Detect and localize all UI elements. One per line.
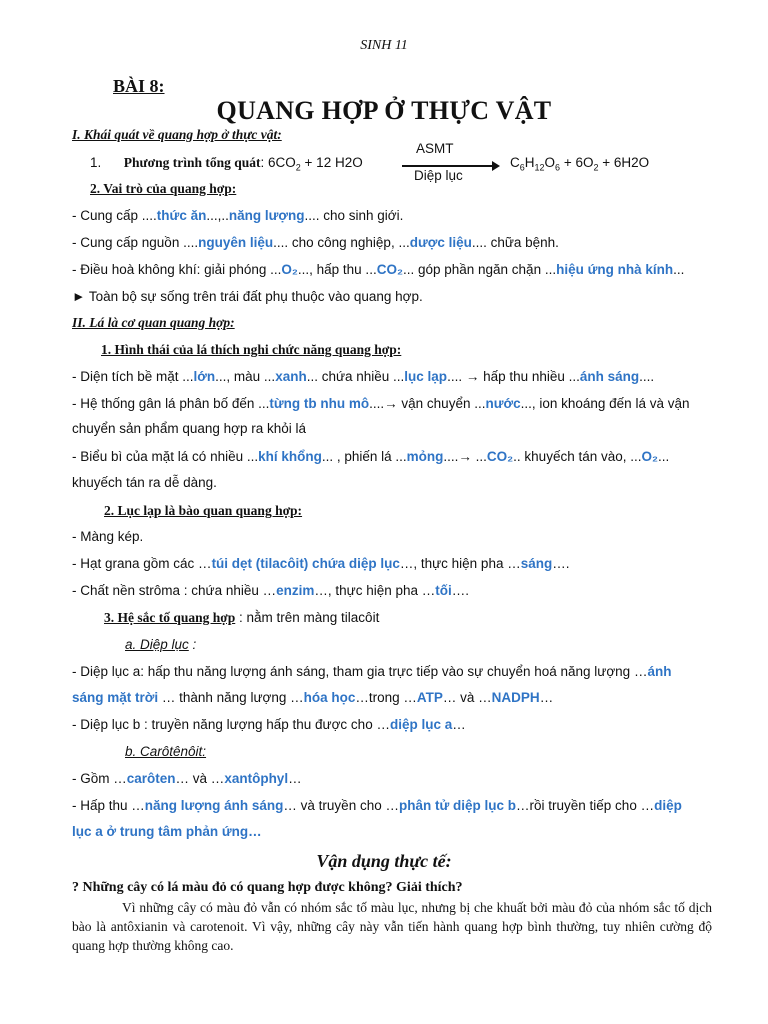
carotenoid-heading: b. Carôtênôit: <box>125 744 207 759</box>
equation-condition-below: Diệp lục <box>414 168 463 183</box>
carotenoid-line-2: - Hấp thu …năng lượng ánh sáng… và truyền cho …phân tử diệp lục b…rồi truyền tiếp cho …diệp <box>72 798 682 813</box>
leaf-line-3b: khuyếch tán ra dễ dàng. <box>72 475 217 490</box>
section-1-heading: I. Khái quát về quang hợp ở thực vật: <box>72 127 282 142</box>
chlorophyll-b-line: - Diệp lục b : truyền năng lượng hấp thu được cho …diệp lục a… <box>72 717 466 732</box>
practice-answer: Vì những cây có màu đỏ vẫn có nhóm sắc tố màu lục, nhưng bị che khuất bởi màu đỏ của nhóm sắc tố dịch bào là antôxianin và carotenoit. Vì vậy, những cây này vẫn tiến hành quang hợp bình thường, tuy nhiên cường độ quang hợp thường không cao. <box>72 900 712 953</box>
leaf-line-3: - Biểu bì của mặt lá có nhiều ...khí khổng... , phiến lá ...mỏng....→ ...CO₂.. khuyếch tán vào, ...O₂... <box>72 449 670 464</box>
subsection-2-1-heading: 1. Hình thái của lá thích nghi chức năng quang hợp: <box>101 342 402 357</box>
role-line-2: - Cung cấp nguồn ....nguyên liệu.... cho công nghiệp, ...dược liệu.... chữa bệnh. <box>72 235 559 250</box>
equation-products: $C_6H_{12}O_6 + 6O_2 + 6H2O$ <box>510 155 650 173</box>
carotenoid-line-1: - Gồm …carôten… và …xantôphyl… <box>72 771 302 786</box>
page-header: SINH 11 <box>360 38 408 53</box>
lesson-number: BÀI 8: <box>113 76 165 96</box>
role-heading: 2. Vai trò của quang hợp: <box>90 181 237 196</box>
reaction-arrow-icon <box>402 165 498 167</box>
chlorophyll-heading: a. Diệp lục : <box>125 637 197 652</box>
equation-line: 1. Phương trình tổng quát: $6CO_2 + 12$ H2O <box>90 155 363 173</box>
section-2-heading: II. Lá là cơ quan quang hợp: <box>72 315 235 330</box>
chloroplast-line-1: - Màng kép. <box>72 529 144 544</box>
role-line-1: - Cung cấp ....thức ăn...,..năng lượng.... cho sinh giới. <box>72 208 404 223</box>
subsection-2-2-heading: 2. Lục lạp là bào quan quang hợp: <box>104 503 303 518</box>
role-line-3: - Điều hoà không khí: giải phóng ...O₂..., hấp thu ...CO₂... góp phần ngăn chặn ...hiệu ứng nhà kính... <box>72 262 685 277</box>
chloroplast-line-3: - Chất nền strôma : chứa nhiều …enzim…, thực hiện pha …tối…. <box>72 583 470 598</box>
role-conclusion: ► Toàn bộ sự sống trên trái đất phụ thuộc vào quang hợp. <box>72 289 423 304</box>
equation-condition-above: ASMT <box>416 141 454 156</box>
leaf-line-2: - Hệ thống gân lá phân bố đến ...từng tb nhu mô....→ vận chuyển ...nước..., ion khoáng đến lá và vận <box>72 396 690 411</box>
chlorophyll-a-line: - Diệp lục a: hấp thu năng lượng ánh sáng, tham gia trực tiếp vào sự chuyển hoá năng lượng …ánh <box>72 664 672 679</box>
practice-heading: Vận dụng thực tế: <box>316 851 452 871</box>
carotenoid-line-2b: lục a ở trung tâm phản ứng… <box>72 824 262 839</box>
chlorophyll-a-line-2: sáng mặt trời … thành năng lượng …hóa học…trong …ATP… và …NADPH… <box>72 690 554 705</box>
leaf-line-2b: chuyển sản phẩm quang hợp ra khỏi lá <box>72 421 307 436</box>
chloroplast-line-2: - Hạt grana gồm các …túi dẹt (tilacôit) chứa diệp lục…, thực hiện pha …sáng…. <box>72 556 570 571</box>
page-title: QUANG HỢP Ở THỰC VẬT <box>216 96 552 125</box>
leaf-line-1: - Diện tích bề mặt ...lớn..., màu ...xanh... chứa nhiều ...lục lạp.... → hấp thu nhiều ...ánh sáng.... <box>72 369 655 384</box>
practice-question: ? Những cây có lá màu đỏ có quang hợp được không? Giải thích? <box>72 880 463 895</box>
subsection-2-3-heading: 3. Hệ sắc tố quang hợp : nằm trên màng tilacôit <box>104 610 380 625</box>
